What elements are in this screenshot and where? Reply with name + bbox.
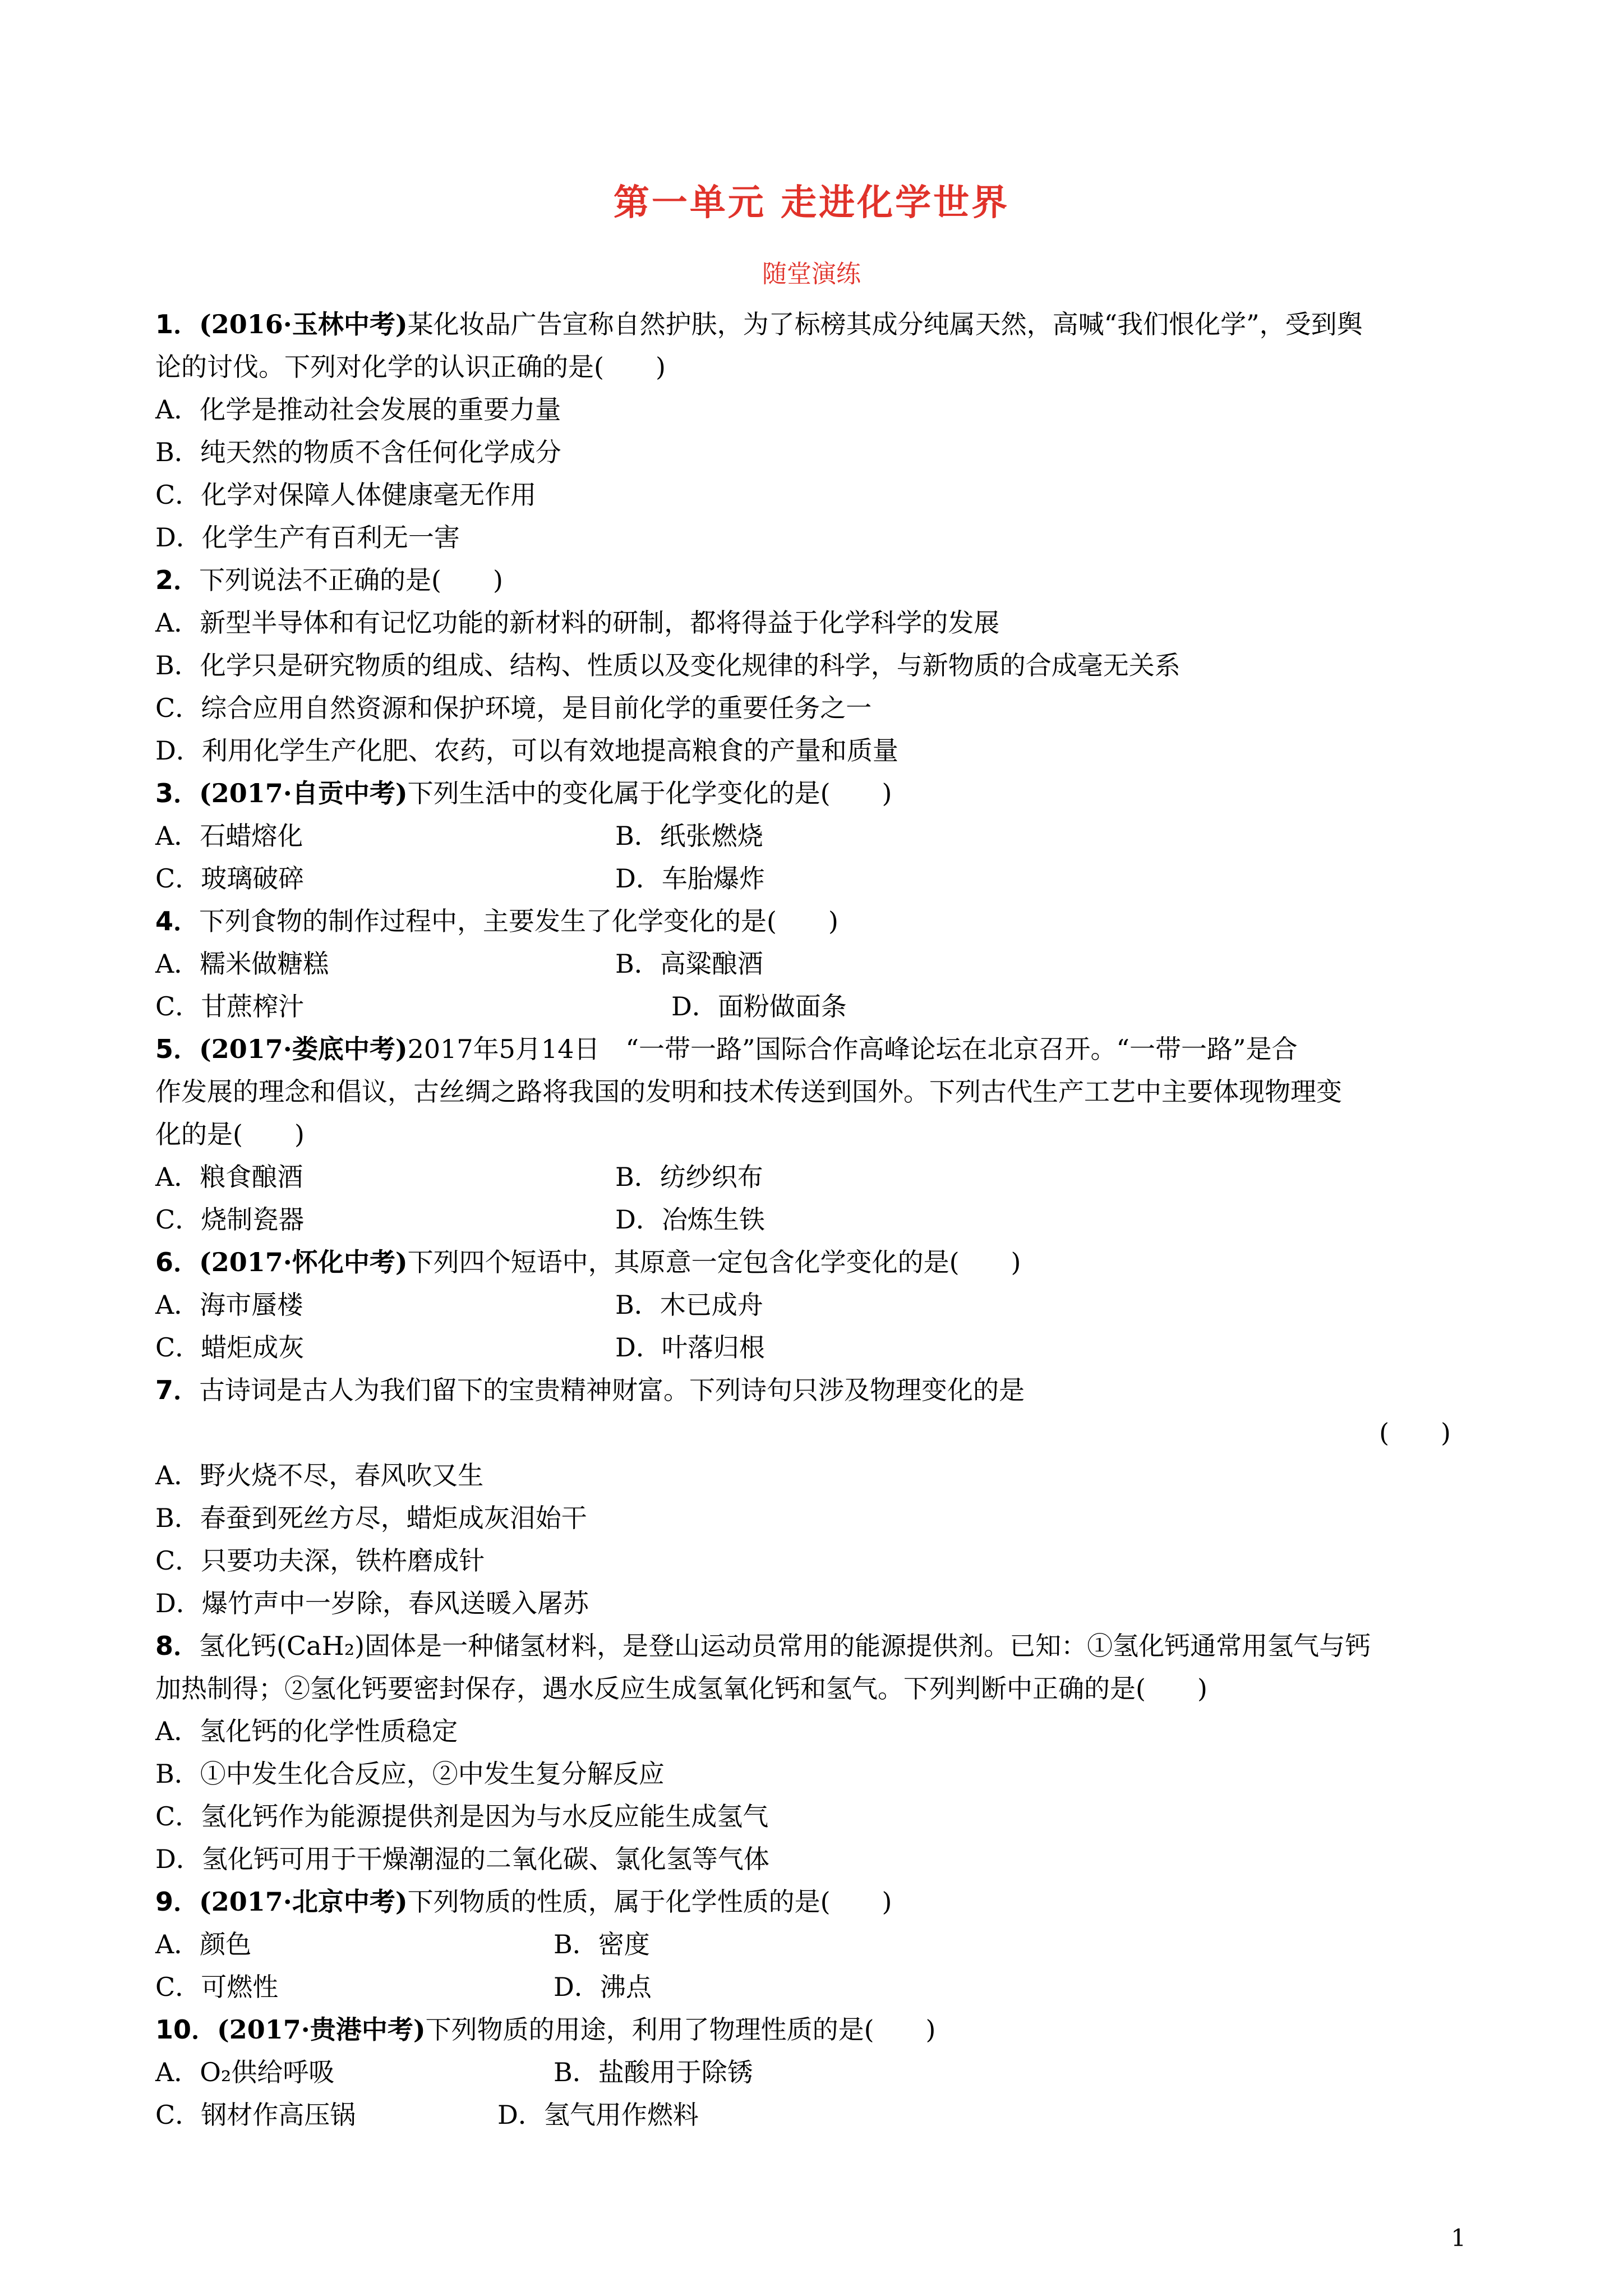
text-line (155, 516, 1501, 559)
text-line (155, 1113, 1501, 1156)
option-text: D．沸点 (554, 1972, 652, 2002)
text-line (155, 1454, 1501, 1497)
text-line (155, 1198, 1501, 1241)
question-number: 4． (155, 906, 200, 936)
text-line (155, 1752, 1501, 1795)
text-line (155, 1411, 1501, 1454)
text-line (155, 1838, 1501, 1880)
option-text: D．面粉做面条 (671, 991, 847, 1022)
line-text: C．钢材作高压锅 (155, 2100, 356, 2130)
line-text: C．蜡炬成灰 (155, 1332, 305, 1363)
text-line (155, 473, 1501, 516)
line-text: A．海市蜃楼 (155, 1290, 303, 1320)
line-text: A．颜色 (155, 1929, 252, 1959)
question-number: 5． (155, 1034, 200, 1064)
option-text: B．盐酸用于除锈 (554, 2057, 753, 2087)
text-line (155, 1539, 1501, 1582)
line-text: C．化学对保障人体健康毫无作用 (155, 480, 537, 510)
text-line (155, 1497, 1501, 1539)
line-text: C．可燃性 (155, 1972, 279, 2002)
question-text: 下列食物的制作过程中，主要发生了化学变化的是( ) (199, 906, 838, 936)
text-line (155, 1028, 1501, 1070)
question-number: 8． (155, 1631, 200, 1661)
text-line (155, 1241, 1501, 1283)
option-text: D．冶炼生铁 (615, 1204, 765, 1235)
line-text: D．氢化钙可用于干燥潮湿的二氧化碳、氯化氢等气体 (155, 1844, 769, 1874)
question-source: (2017·怀化中考) (199, 1247, 408, 1277)
text-line (155, 1795, 1501, 1838)
option-text: B．密度 (554, 1929, 650, 1959)
line-text: A．糯米做糖糕 (155, 949, 329, 979)
text-line (155, 1625, 1501, 1667)
text-line (155, 1283, 1501, 1326)
option-text: B．木已成舟 (615, 1290, 763, 1320)
line-text: C．甘蔗榨汁 (155, 991, 305, 1022)
question-source: (2017·娄底中考) (199, 1034, 408, 1064)
question-text: 下列四个短语中，其原意一定包含化学变化的是( ) (407, 1247, 1021, 1277)
question-source: (2017·自贡中考) (199, 778, 408, 808)
page-title: 第一单元 走进化学世界 (613, 182, 1010, 224)
question-number: 1． (155, 309, 200, 339)
line-text: C．综合应用自然资源和保护环境，是目前化学的重要任务之一 (155, 693, 872, 723)
question-number: 3． (155, 778, 200, 808)
text-line (155, 772, 1501, 815)
option-text: D．叶落归根 (615, 1332, 765, 1363)
line-text: A．新型半导体和有记忆功能的新材料的研制，都将得益于化学科学的发展 (155, 608, 1000, 638)
text-line (155, 644, 1501, 687)
section-subtitle: 随堂演练 (762, 260, 861, 288)
text-line (155, 1070, 1501, 1113)
text-line (155, 601, 1501, 644)
question-text: 2017年5月14日 “一带一路”国际合作高峰论坛在北京召开。“一带一路”是合 (407, 1034, 1298, 1064)
option-text: B．高粱酿酒 (615, 949, 763, 979)
option-text: B．纺纱织布 (615, 1162, 763, 1192)
question-text: 氢化钙(CaH₂)固体是一种储氢材料，是登山运动员常用的能源提供剂。已知：①氢化钙通常用氢气与钙 (199, 1631, 1371, 1661)
text-line (155, 388, 1501, 431)
line-text: 论的讨伐。下列对化学的认识正确的是( ) (155, 352, 666, 382)
text-line (155, 346, 1501, 388)
text-line (155, 1966, 1501, 2008)
question-list (155, 303, 1501, 2136)
line-text: C．氢化钙作为能源提供剂是因为与水反应能生成氢气 (155, 1801, 769, 1832)
question-text: 下列生活中的变化属于化学变化的是( ) (407, 778, 892, 808)
line-text: A．粮食酿酒 (155, 1162, 303, 1192)
question-number: 6． (155, 1247, 200, 1277)
line-text: 加热制得；②氢化钙要密封保存，遇水反应生成氢氧化钙和氢气。下列判断中正确的是( ) (155, 1673, 1207, 1704)
line-text: C．烧制瓷器 (155, 1204, 305, 1235)
line-text: B．纯天然的物质不含任何化学成分 (155, 437, 561, 467)
line-text: C．只要功夫深，铁杵磨成针 (155, 1545, 485, 1576)
text-line (155, 1880, 1501, 1923)
line-text: D．利用化学生产化肥、农药，可以有效地提高粮食的产量和质量 (155, 735, 898, 766)
text-line (155, 1369, 1501, 1411)
text-line (155, 729, 1501, 772)
text-line (155, 431, 1501, 473)
option-text: B．纸张燃烧 (615, 821, 763, 851)
question-number: 7． (155, 1375, 200, 1405)
text-line (155, 900, 1501, 942)
text-line (155, 1326, 1501, 1369)
question-number: 10． (155, 2014, 218, 2045)
page-number: 1 (1451, 2224, 1466, 2252)
question-text: 下列物质的性质，属于化学性质的是( ) (407, 1887, 892, 1917)
text-line (155, 1667, 1501, 1710)
line-text: C．玻璃破碎 (155, 863, 305, 894)
line-text: A．石蜡熔化 (155, 821, 303, 851)
text-line (155, 2093, 1501, 2136)
question-source: (2017·贵港中考) (217, 2014, 426, 2045)
text-line (155, 303, 1501, 346)
line-text: A．氢化钙的化学性质稳定 (155, 1716, 458, 1746)
question-number: 9． (155, 1887, 200, 1917)
text-line (155, 2008, 1501, 2051)
question-source: (2017·北京中考) (199, 1887, 408, 1917)
question-source: (2016·玉林中考) (199, 309, 408, 339)
text-line (155, 985, 1501, 1028)
line-text: D．化学生产有百利无一害 (155, 522, 460, 553)
text-line (155, 559, 1501, 601)
text-line (155, 942, 1501, 985)
question-text: 某化妆品广告宣称自然护肤，为了标榜其成分纯属天然，高喊“我们恨化学”，受到舆 (407, 309, 1363, 339)
text-line (155, 1582, 1501, 1625)
answer-blank: ( ) (1379, 1418, 1451, 1448)
option-text: D．车胎爆炸 (615, 863, 765, 894)
text-line (155, 1156, 1501, 1198)
text-line (155, 687, 1501, 729)
line-text: A．O₂供给呼吸 (155, 2057, 335, 2087)
line-text: D．爆竹声中一岁除，春风送暖入屠苏 (155, 1588, 589, 1618)
text-line (155, 2051, 1501, 2093)
option-text: D．氢气用作燃料 (497, 2100, 699, 2130)
line-text: B．①中发生化合反应，②中发生复分解反应 (155, 1759, 665, 1789)
text-line (155, 857, 1501, 900)
line-text: A．化学是推动社会发展的重要力量 (155, 394, 561, 425)
text-line (155, 1710, 1501, 1752)
text-line (155, 1923, 1501, 1966)
question-text: 古诗词是古人为我们留下的宝贵精神财富。下列诗句只涉及物理变化的是 (199, 1375, 1025, 1405)
question-text: 下列说法不正确的是( ) (199, 565, 503, 595)
line-text: B．化学只是研究物质的组成、结构、性质以及变化规律的科学，与新物质的合成毫无关系 (155, 650, 1181, 680)
question-text: 下列物质的用途，利用了物理性质的是( ) (425, 2014, 936, 2045)
line-text: 作发展的理念和倡议，古丝绸之路将我国的发明和技术传送到国外。下列古代生产工艺中主要体现物理变 (155, 1076, 1342, 1107)
text-line (155, 815, 1501, 857)
question-number: 2． (155, 565, 200, 595)
line-text: A．野火烧不尽，春风吹又生 (155, 1460, 484, 1490)
line-text: 化的是( ) (155, 1119, 305, 1149)
line-text: B．春蚕到死丝方尽，蜡炬成灰泪始干 (155, 1503, 587, 1533)
